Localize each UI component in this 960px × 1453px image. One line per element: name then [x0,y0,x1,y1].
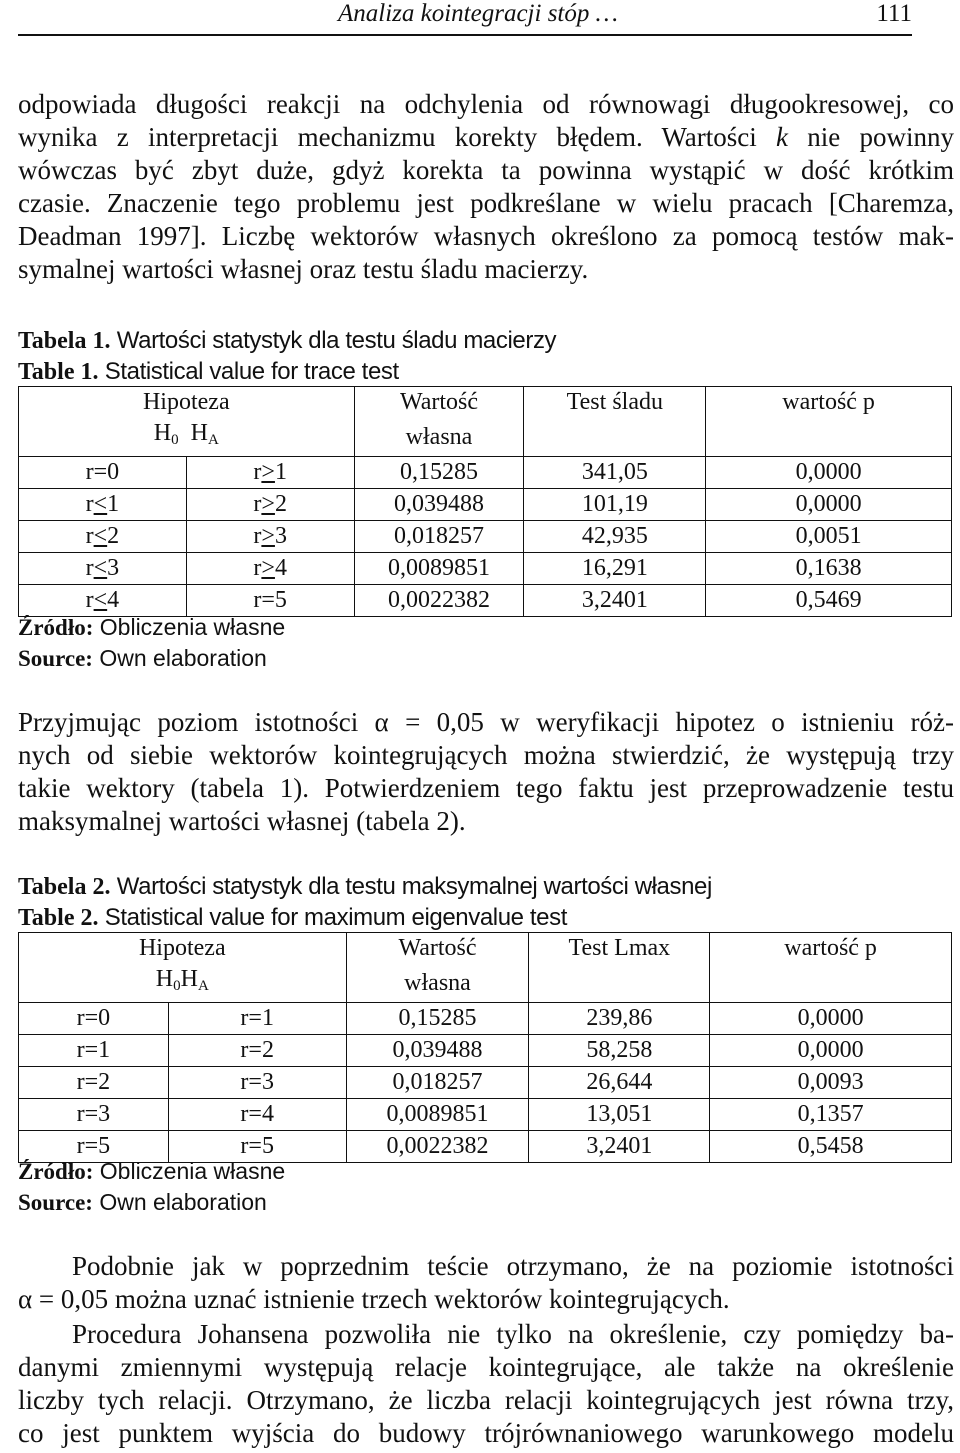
text-line: liczby tych relacji. Otrzymano, że liczba relacji kointegrujących jest równa trzy, [18,1385,954,1415]
header-empty [529,964,710,1003]
cell-ha: r=3 [168,1067,346,1099]
running-header [18,0,912,36]
cell-ha: r>2 [186,489,354,521]
header-wlasna: własna [354,418,524,457]
table1-caption-pl-label: Tabela 1. [18,328,111,354]
text-line: czasie. Znaczenie tego problemu jest podkreślane w wielu pracach [Charemza, [18,188,954,218]
header-empty [710,964,952,1003]
table-row [19,457,952,489]
table2-caption-en [18,902,567,934]
cell-pvalue: 0,0000 [710,1035,952,1067]
cell-ha: r=1 [168,1003,346,1035]
header-wartosc: Wartość [346,933,529,965]
header-empty [706,418,952,457]
header-empty [524,418,706,457]
text-line: Podobnie jak w poprzednim teście otrzymano, że na poziomie istotności [72,1251,954,1281]
table2-caption-en-label: Table 2. [18,905,99,931]
cell-eigenvalue: 0,15285 [346,1003,529,1035]
table1-source-pl: Źródło: Obliczenia własne [18,614,286,640]
cell-eigenvalue: 0,018257 [346,1067,529,1099]
cell-ha: r>1 [186,457,354,489]
table-row [19,521,952,553]
cell-statistic: 341,05 [524,457,706,489]
cell-pvalue: 0,5469 [706,585,952,617]
cell-pvalue: 0,0093 [710,1067,952,1099]
cell-pvalue: 0,0051 [706,521,952,553]
text-line: wówczas być zbyt duże, gdyż korekta ta powinna wystąpić w dość krótkim [18,155,954,185]
cell-ha: r=5 [168,1131,346,1163]
table-row [19,489,952,521]
cell-statistic: 13,051 [529,1099,710,1131]
table-row [19,1035,952,1067]
table-row [19,1003,952,1035]
text-line: co jest punktem wyjścia do budowy trójrównaniowego warunkowego modelu [18,1418,954,1448]
table-header-row [19,418,952,457]
cell-h0: r=0 [19,1003,169,1035]
text-line: maksymalnej wartości własnej (tabela 2). [18,806,466,836]
cell-eigenvalue: 0,15285 [354,457,524,489]
cell-statistic: 58,258 [529,1035,710,1067]
cell-eigenvalue: 0,039488 [346,1035,529,1067]
table1-caption-pl [18,325,556,357]
table-header-row [19,964,952,1003]
cell-statistic: 3,2401 [529,1131,710,1163]
cell-eigenvalue: 0,0022382 [346,1131,529,1163]
paragraph-3 [18,1250,954,1316]
header-test: Test Lmax [529,933,710,965]
header-h0-ha: $H_0$ $H_A$ [19,418,355,457]
cell-pvalue: 0,1357 [710,1099,952,1131]
header-test: Test śladu [524,387,706,419]
cell-pvalue: 0,0000 [706,489,952,521]
cell-statistic: 101,19 [524,489,706,521]
cell-eigenvalue: 0,0089851 [354,553,524,585]
cell-eigenvalue: 0,018257 [354,521,524,553]
table1-caption-en-label: Table 1. [18,359,99,385]
cell-eigenvalue: 0,0089851 [346,1099,529,1131]
paragraph-1 [18,88,954,286]
table2-caption-pl-text: Wartości statystyk dla testu maksymalnej wartości własnej [116,873,712,900]
cell-statistic: 239,86 [529,1003,710,1035]
cell-statistic: 3,2401 [524,585,706,617]
table-header-row [19,387,952,419]
table-2-body [19,1003,952,1163]
table-1 [18,386,952,617]
cell-pvalue: 0,5458 [710,1131,952,1163]
cell-ha: r>4 [186,553,354,585]
cell-h0: r<3 [19,553,187,585]
cell-h0: r=3 [19,1099,169,1131]
text-line: symalnej wartości własnej oraz testu śladu macierzy. [18,254,589,284]
cell-h0: r=5 [19,1131,169,1163]
table1-caption-en-text: Statistical value for trace test [104,358,399,385]
cell-ha: r>3 [186,521,354,553]
cell-h0: r<4 [19,585,187,617]
text-line: Deadman 1997]. Liczbę wektorów własnych określono za pomocą testów mak- [18,221,954,251]
table1-caption-en [18,356,399,388]
header-pvalue: wartość p [706,387,952,419]
cell-h0: r<2 [19,521,187,553]
table1-source-en: Source: Own elaboration [18,645,267,671]
cell-ha: r=5 [186,585,354,617]
cell-ha: r=4 [168,1099,346,1131]
text-line: Procedura Johansena pozwoliła nie tylko na określenie, czy pomiędzy ba- [72,1319,954,1349]
table-row [19,1067,952,1099]
table2-source-pl: Źródło: Obliczenia własne [18,1158,286,1184]
table2-caption-pl-label: Tabela 2. [18,874,111,900]
cell-h0: r=1 [19,1035,169,1067]
text-line: wynika z interpretacji mechanizmu korekty błędem. Wartości k nie powinny [18,122,954,152]
cell-h0: r<1 [19,489,187,521]
paragraph-2 [18,706,954,838]
table2-source-en: Source: Own elaboration [18,1189,267,1215]
header-wlasna: własna [346,964,529,1003]
cell-h0: r=0 [19,457,187,489]
cell-pvalue: 0,1638 [706,553,952,585]
table2-caption-pl [18,871,712,903]
table1-caption-pl-text: Wartości statystyk dla testu śladu macierzy [116,327,557,354]
text-line: odpowiada długości reakcji na odchylenia od równowagi długookresowej, co [18,89,954,119]
paragraph-4 [18,1318,954,1450]
header-hipoteza: Hipoteza [19,387,355,419]
table-row [19,1099,952,1131]
cell-statistic: 42,935 [524,521,706,553]
text-line: Przyjmując poziom istotności α = 0,05 w weryfikacji hipotez o istnieniu róż- [18,707,954,737]
text-line: nych od siebie wektorów kointegrujących można stwierdzić, że występują trzy [18,740,954,770]
header-wartosc: Wartość [354,387,524,419]
text-line: α = 0,05 można uznać istnienie trzech wektorów kointegrujących. [18,1284,730,1314]
header-hipoteza: Hipoteza [19,933,347,965]
header-pvalue: wartość p [710,933,952,965]
table-2 [18,932,952,1163]
text-line: takie wektory (tabela 1). Potwierdzeniem tego faktu jest przeprowadzenie testu [18,773,954,803]
table2-caption-en-text: Statistical value for maximum eigenvalue test [104,904,567,931]
table-1-body [19,457,952,617]
page-number: 111 [876,0,912,27]
cell-h0: r=2 [19,1067,169,1099]
table-header-row [19,933,952,965]
cell-statistic: 16,291 [524,553,706,585]
cell-eigenvalue: 0,039488 [354,489,524,521]
cell-pvalue: 0,0000 [706,457,952,489]
table-row [19,553,952,585]
cell-statistic: 26,644 [529,1067,710,1099]
cell-ha: r=2 [168,1035,346,1067]
running-title: Analiza kointegracji stóp … [338,0,618,27]
header-h0-ha: $H_0H_A$ [19,964,347,1003]
cell-pvalue: 0,0000 [710,1003,952,1035]
text-line: danymi zmiennymi występują relacje kointegrujące, ale także na określenie [18,1352,954,1382]
cell-eigenvalue: 0,0022382 [354,585,524,617]
